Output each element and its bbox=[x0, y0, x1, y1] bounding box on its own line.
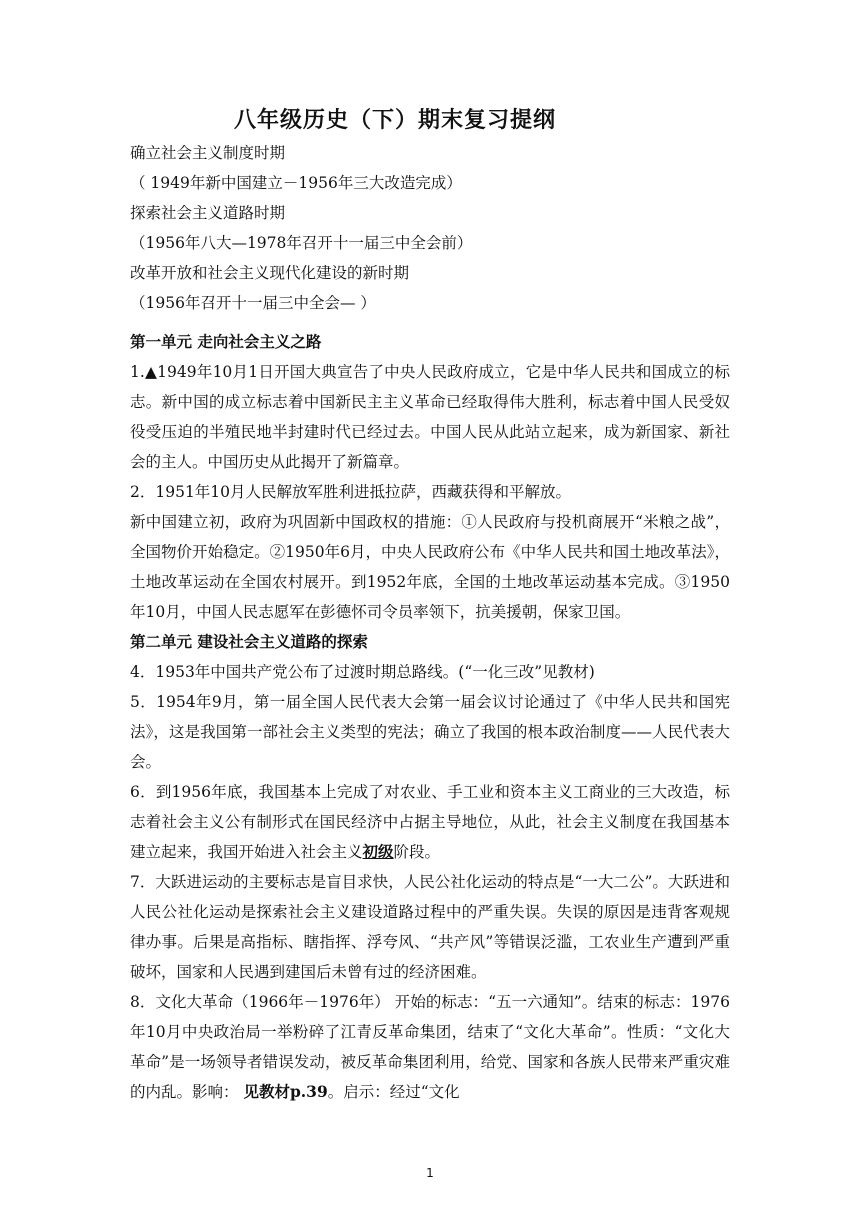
period-overview bbox=[130, 138, 740, 318]
period-1-range: （ 1949年新中国建立－1956年三大改造完成） bbox=[130, 174, 462, 192]
document-body bbox=[130, 327, 730, 1107]
item-6-paragraph bbox=[130, 777, 730, 867]
item-2-paragraph: 2．1951年10月人民解放军胜利进抵拉萨，西藏获得和平解放。 bbox=[130, 483, 572, 501]
item-5-paragraph: 5．1954年9月，第一届全国人民代表大会第一届会议讨论通过了《中华人民共和国宪法》，这是我国第一部社会主义类型的宪法；确立了我国的根本政治制度——人民代表大会。 bbox=[130, 693, 730, 771]
measures-paragraph: 新中国建立初，政府为巩固新中国政权的措施：①人民政府与投机商展开“米粮之战”，全国物价开始稳定。②1950年6月，中央人民政府公布《中华人民共和国土地改革法》，土地改革运动在全国农村展开。到1952年底，全国的土地改革运动基本完成。③1950年10月，中国人民志愿军在彭德怀司令员率领下，抗美援朝，保家卫国。 bbox=[130, 513, 730, 621]
period-3-name: 改革开放和社会主义现代化建设的新时期 bbox=[130, 264, 410, 282]
item-6-text-end: 阶段。 bbox=[393, 843, 441, 861]
item-8-text-end: 。启示：经过“文化 bbox=[327, 1083, 460, 1101]
item-4-paragraph: 4．1953年中国共产党公布了过渡时期总路线。(“一化三改”见教材) bbox=[130, 663, 595, 681]
period-3-range: （1956年召开十一届三中全会— ） bbox=[130, 294, 376, 312]
item-1-paragraph: 1.▲1949年10月1日开国大典宣告了中央人民政府成立，它是中华人民共和国成立的标志。新中国的成立标志着中国新民主主义革命已经取得伟大胜利，标志着中国人民受奴役受压迫的半殖民地半封建时代已经过去。中国人民从此站立起来，成为新国家、新社会的主人。中国历史从此揭开了新篇章。 bbox=[130, 363, 730, 471]
document-title: 八年级历史（下）期末复习提纲 bbox=[233, 107, 556, 133]
page-number: 1 bbox=[426, 1166, 434, 1180]
period-1-name: 确立社会主义制度时期 bbox=[130, 144, 286, 162]
period-2-name: 探索社会主义道路时期 bbox=[130, 204, 286, 222]
period-2-range: （1956年八大—1978年召开十一届三中全会前） bbox=[130, 234, 473, 252]
unit-2-heading: 第二单元 建设社会主义道路的探索 bbox=[130, 632, 368, 651]
item-8-text: 8．文化大革命（1966年－1976年） 开始的标志：“五一六通知”。结束的标志：1976年10月中央政治局一举粉碎了江青反革命集团，结束了“文化大革命”。性质：“文化大革命”是一场领导者错误发动，被反革命集团利用，给党、国家和各族人民带来严重灾难的内乱。影响： bbox=[130, 993, 730, 1101]
unit-1-heading: 第一单元 走向社会主义之路 bbox=[130, 332, 322, 351]
item-6-text: 6．到1956年底，我国基本上完成了对农业、手工业和资本主义工商业的三大改造，标志着社会主义公有制形式在国民经济中占据主导地位，从此，社会主义制度在我国基本建立起来，我国开始进入社会主义 bbox=[130, 783, 730, 861]
item-8-paragraph bbox=[130, 987, 730, 1107]
emphasis-bold: 见教材p.39 bbox=[243, 1082, 328, 1101]
emphasis-underlined: 初级 bbox=[362, 842, 394, 861]
item-7-paragraph: 7．大跃进运动的主要标志是盲目求快，人民公社化运动的特点是“一大二公”。大跃进和人民公社化运动是探索社会主义建设道路过程中的严重失误。失误的原因是违背客观规律办事。后果是高指标、瞎指挥、浮夸风、“共产风”等错误泛滥，工农业生产遭到严重破坏，国家和人民遇到建国后未曾有过的经济困难。 bbox=[130, 873, 730, 981]
